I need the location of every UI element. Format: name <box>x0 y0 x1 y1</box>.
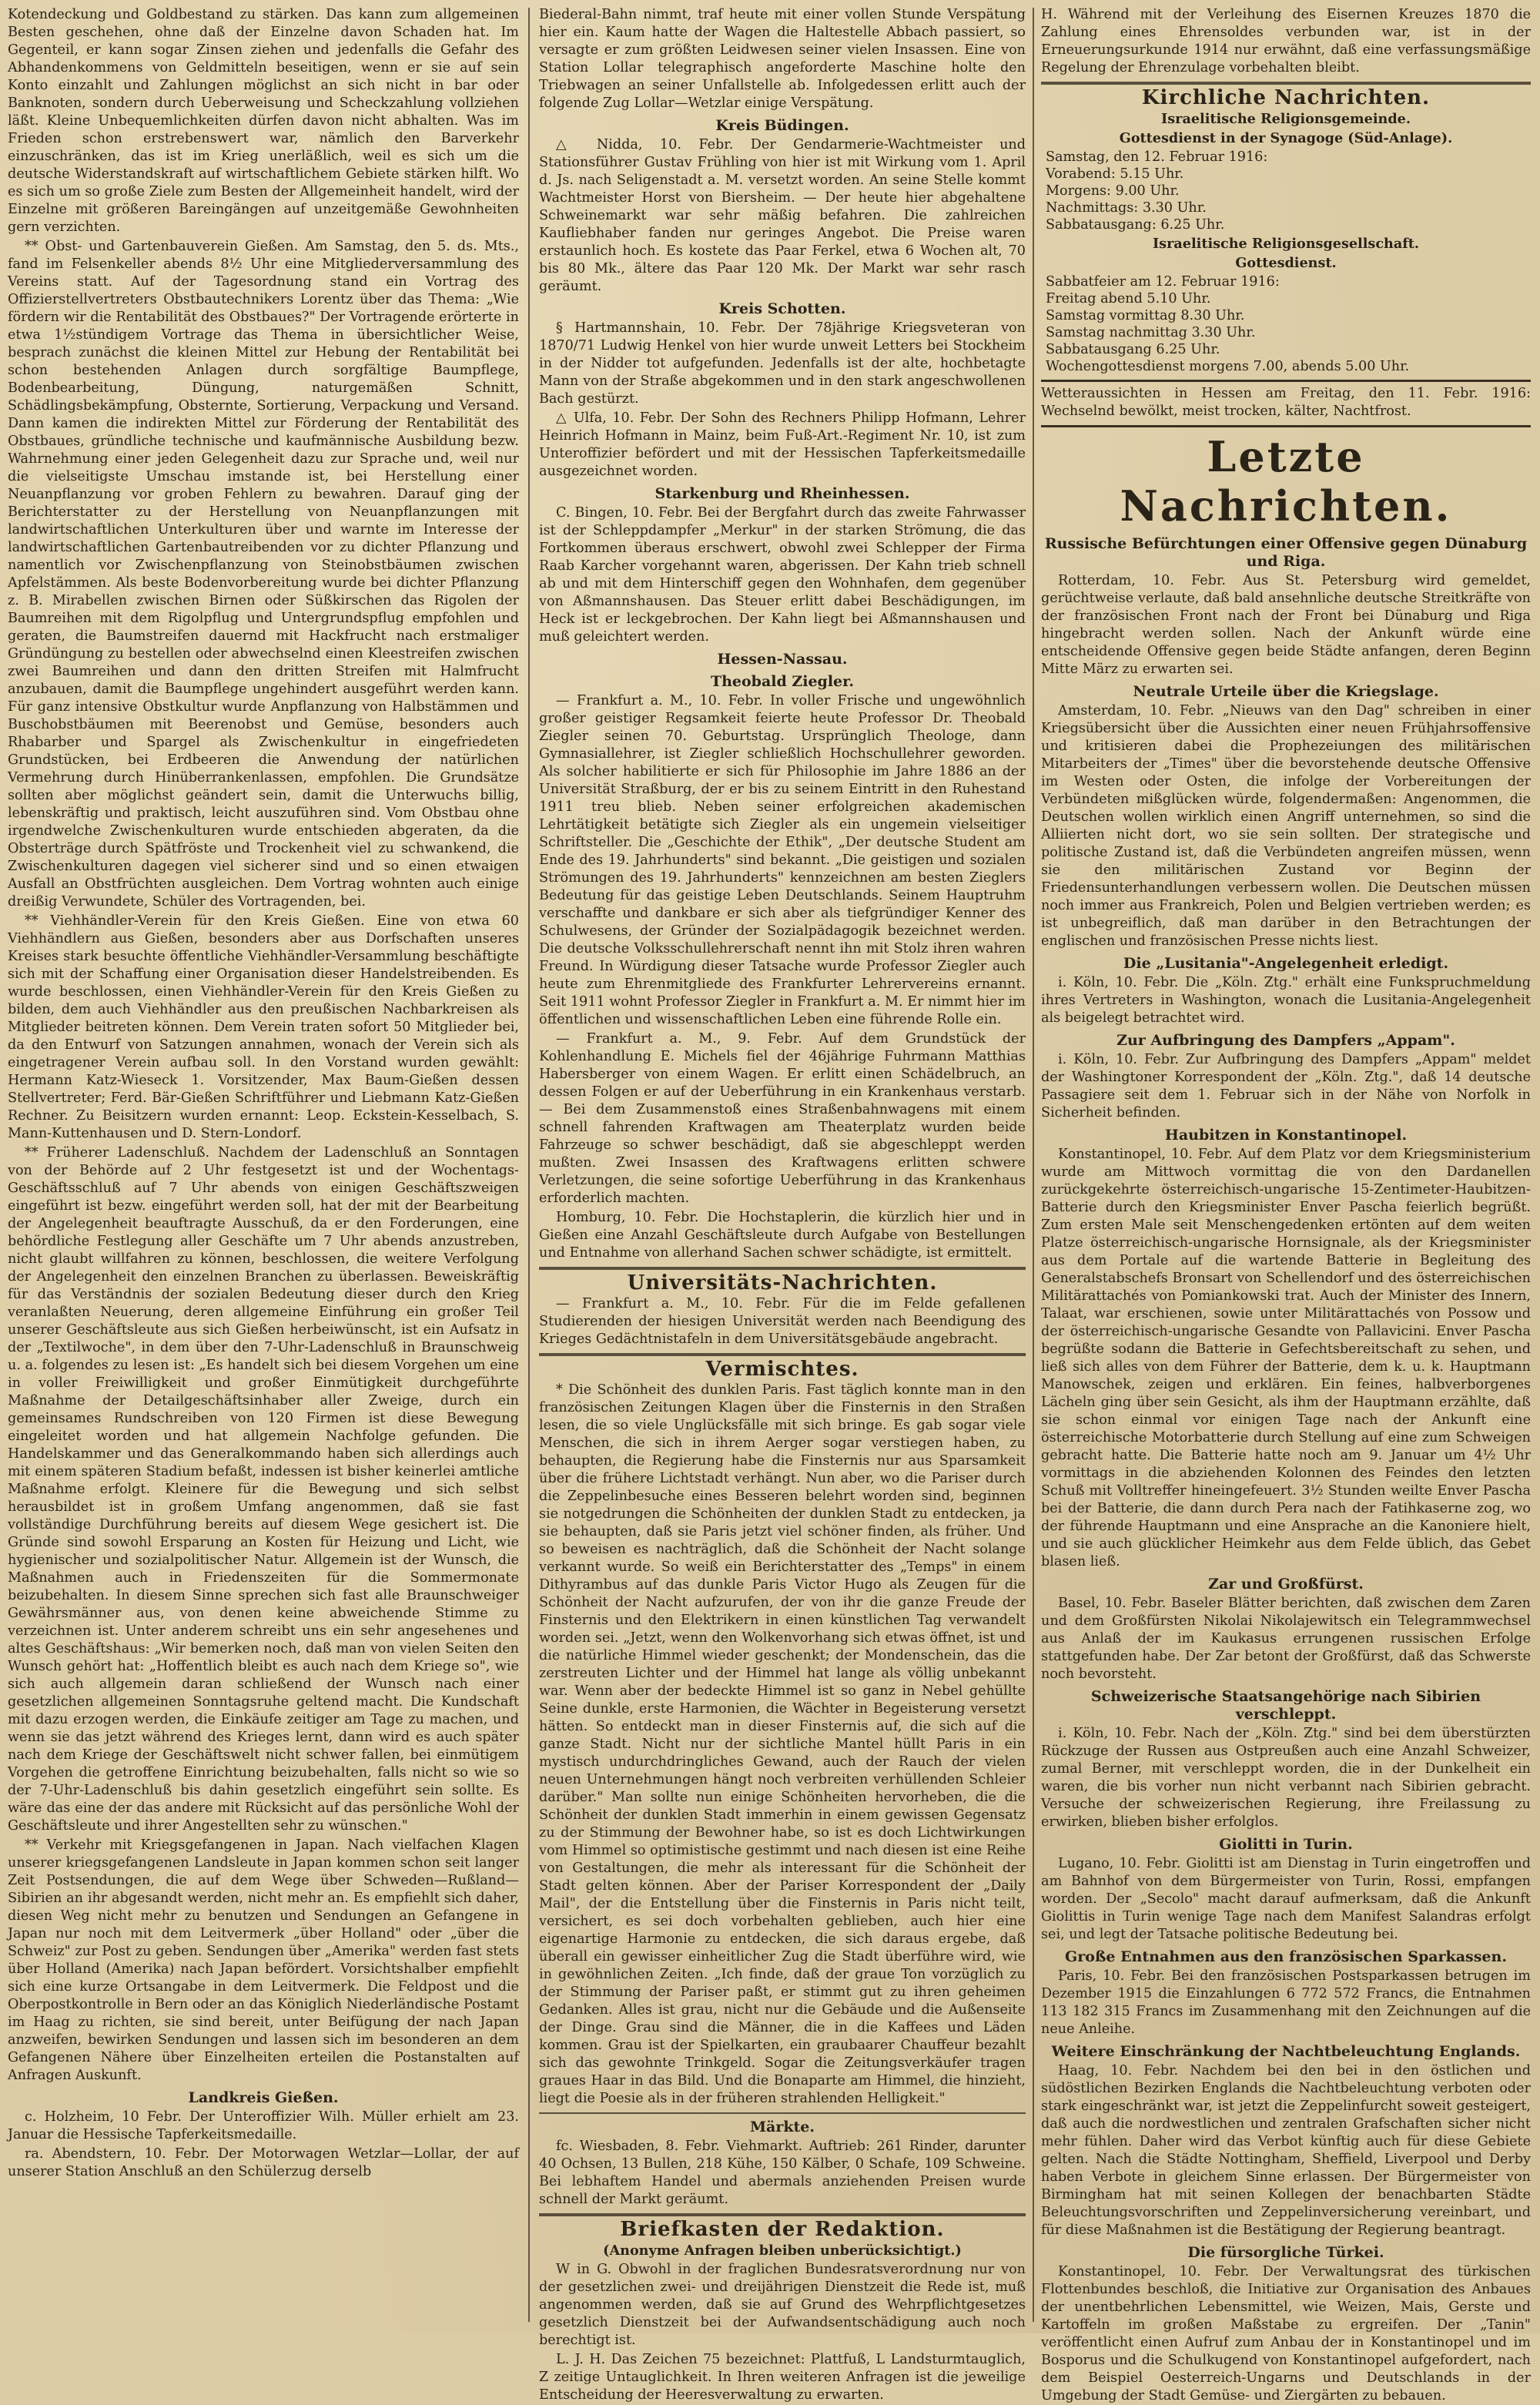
article-rotterdam: Rotterdam, 10. Febr. Aus St. Petersburg wird gemeldet, gerüchtweise verlaute, daß bald ansehnliche deutsche Streitkräfte von der französischen Front nach der Front bei Dünaburg und Riga hingebracht werden sollen. Nach der Ankunft würde eine entscheidende Offensive gegen beide Städte anfangen, deren Beginn Mitte März zu erwarten sei. <box>1041 573 1531 677</box>
subheading-schweizer: Schweizerische Staatsangehörige nach Sibirien verschleppt. <box>1090 1688 1481 1723</box>
article-hartmannshain: § Hartmannshain, 10. Febr. Der 78jährige Kriegsveteran von 1870/71 Ludwig Henkel von hier wurde unweit Letters bei Stockheim in der Nidder tot aufgefunden. Jedenfalls ist der alte, hochbetagte Mann von der Straße abgekommen und in den stark angeschwollenen Bach gestürzt. <box>539 320 1026 407</box>
service-schedule-2 <box>1041 273 1531 375</box>
section-heading-starkenburg: Starkenburg und Rheinhessen. <box>654 485 910 502</box>
article-frankfurt: — Frankfurt a. M., 9. Febr. Auf dem Grundstück der Kohlenhandlung E. Michels fiel der 46jährige Fuhrmann Matthias Habersberger von einem Wagen. Er erlitt einen Schädelbruch, an dessen Folgen er auf der Ueberführung in ein Krankenhaus verstarb. — Bei dem Zusammenstoß eines Straßenbahnwagens mit einem schnell fahrenden Kraftwagen am Theaterplatz wurden beide Fahrzeuge so schwer beschädigt, daß sie abgeschleppt werden mußten. Zwei Insassen des Kraftwagens erlitten schwere Verletzungen, die seine sofortige Ueberführung in das Krankenhaus erforderlich machten. <box>539 1031 1026 1206</box>
subheading-religionsgesellschaft: Israelitische Religionsgesellschaft. <box>1152 236 1420 252</box>
section-heading-landkreis: Landkreis Gießen. <box>188 2089 339 2106</box>
schedule-line: Sabbatausgang 6.25 Uhr. <box>1046 342 1220 357</box>
section-heading-kirchlich: Kirchliche Nachrichten. <box>1141 86 1431 109</box>
column-2 <box>539 6 1026 2403</box>
article-appam: i. Köln, 10. Febr. Zur Aufbringung des Dampfers „Appam" meldet der Washingtoner Korrespondent der „Köln. Ztg.", daß 14 deutsche Passagiere seit dem 1. Februar sich in der Nähe von Norfolk in Sicherheit befinden. <box>1041 1052 1531 1120</box>
column-rule <box>528 8 530 2322</box>
section-heading-letzte-nachrichten: Letzte Nachrichten. <box>1120 432 1452 531</box>
schedule-line: Freitag abend 5.10 Uhr. <box>1046 291 1211 306</box>
article-bingen: C. Bingen, 10. Febr. Bei der Bergfahrt durch das zweite Fahrwasser ist der Schleppdampfer „Merkur" in der starken Strömung, die das Fortkommen überaus erschwert, obwohl zwei Schlepper der Firma Raab Karcher vorgehannt waren, abgerissen. Der Kahn trieb schnell ab und mit dem Hinterschiff gegen den Wohnhafen, dem gegenüber von Aßmannshausen. Das Steuer erlitt dabei Beschädigungen, im Heck ist er leckgebrochen. Der Kahn liegt bei Aßmannshausen und muß geleichtert werden. <box>539 505 1026 645</box>
divider <box>539 1267 1026 1270</box>
divider <box>539 2213 1026 2216</box>
article-nidda: △ Nidda, 10. Febr. Der Gendarmerie-Wachtmeister und Stationsführer Gustav Frühling von hier ist mit Wirkung vom 1. April d. Js. nach Seligenstadt a. M. versetzt worden. An seine Stelle kommt Wachtmeister Horst von Biersheim. — Der heute hier abgehaltene Schweinemarkt war sehr mäßig befahren. Die zahlreichen Kaufliebhaber fanden nur geringes Angebot. Die Preise waren erstaunlich hoch. Es kostete das Paar Ferkel, etwa 6 Wochen alt, 70 bis 80 Mk., ältere das Paar 120 Mk. Der Markt war sehr rasch geräumt. <box>539 137 1026 294</box>
schedule-line: Morgens: 9.00 Uhr. <box>1046 183 1180 199</box>
article-holzheim: c. Holzheim, 10 Febr. Der Unteroffizier Wilh. Müller erhielt am 23. Januar die Hessische Tapferkeitsmedaille. <box>8 2109 519 2142</box>
article-konstantinopel: Konstantinopel, 10. Febr. Auf dem Platz vor dem Kriegsministerium wurde am Mittwoch vormittag die von den Dardanellen zurückgekehrte österreichisch-ungarische 15-Zentimeter-Haubitzen-Batterie durch den Kriegsminister Enver Pascha feierlich begrüßt. Zum ersten Male seit Menschengedenken ertönten auf dem weiten Platze österreichisch-ungarische Hornsignale, als der Kriegsminister aus dem Portale auf die wartende Batterie in Begleitung des Generalstabschefs Bronsart von Schellendorf und des österreichischen Militärattachés von Pomiankowski trat. Auch der Minister des Innern, Talaat, war erschienen, sowie unter Militärattachés von Possow und der österreichisch-ungarische Gesandte von Pallavicini. Enver Pascha begrüßte sodann die Batterie in Gefechtsbereitschaft zu sehen, und ließ sich alles von dem Führer der Batterie, dem k. u. k. Hauptmann Manowschek, zeigen und erklären. Ein feines, halbverborgenes Lächeln ging über sein Gesicht, als ihm der Hauptmann erzählte, daß sie schon einmal vor einigen Tage nach der Ankunft eine österreichische Motorbatterie durch Stellung auf eine zum Schweigen gebracht hatte. Die Batterie hatte noch am 9. Januar um 4½ Uhr vormittags in die abziehenden Kolonnen des Feindes den letzten Schuß mit Volltreffer hineingefeuert. 3½ Stunden weilte Enver Pascha bei der Batterie, die dann durch Pera nach der Fatihkaserne zog, wo der führende Hauptmann und eine Ansprache an die Kanoniere hielt, und sie auch glücklicher Heimkehr aus dem Felde üblich, das Gebet blasen ließ. <box>1041 1147 1531 1569</box>
article-abendstern: ra. Abendstern, 10. Febr. Der Motorwagen Wetzlar—Lollar, der auf unserer Station Anschluß an den Schülerzug derselb <box>8 2146 519 2179</box>
schedule-line: Sabbatfeier am 12. Februar 1916: <box>1046 274 1280 290</box>
briefkasten-note: (Anonyme Anfragen bleiben unberücksichtigt.) <box>603 2243 962 2259</box>
article-basel: Basel, 10. Febr. Baseler Blätter berichten, daß zwischen dem Zaren und dem Großfürsten Nikolai Nikolajewitsch ein Telegrammwechsel aus Anlaß der im Kaukasus errungenen russischen Erfolge stattgefunden habe. Der Zar betont der Großfürst, daß das Schwerste noch bevorsteht. <box>1041 1596 1531 1682</box>
subheading-religionsgemeinde: Israelitische Religionsgemeinde. <box>1161 111 1411 127</box>
article-kriegsgefangene-japan: ** Verkehr mit Kriegsgefangenen in Japan. Nach vielfachen Klagen unserer kriegsgefangenen Landsleute in Japan kommen schon seit langer Zeit Postsendungen, die auf dem Wege über Schweden—Rußland—Sibirien an ihr abgesandt werden, nicht mehr an. Es empfiehlt sich daher, diesen Weg nicht mehr zu benutzen und Sendungen an Gefangene in Japan nur noch mit dem Leitvermerk „über Holland" oder „über die Schweiz" zur Post zu geben. Sendungen über „Amerika" werden fast stets über Holland (Amerika) nach Japan befördert. Vorsichtshalber empfiehlt sich eine kurze Ortsangabe in dem Leitvermerk. Die Feldpost und die Oberpostkontrolle in Bern oder an das Königlich Niederländische Postamt im Haag zu richten, sie sind bereit, unter Beifügung der nach Japan anzweifen, bewirken Sendungen und lassen sich im besonderen an dem Gefangenen Nähere über Einzelheiten erteilen die Postanstalten auf Anfragen Auskunft. <box>8 1837 519 2083</box>
article-ladenschluss: ** Früherer Ladenschluß. Nachdem der Ladenschluß an Sonntagen von der Behörde auf 2 Uhr festgesetzt ist und der Wochentags-Geschäftsschluß auf 7 Uhr abends von einigen Geschäftszweigen eingeführt ist bezw. eingeführt werden soll, hat der mit der Bearbeitung der Angelegenheit beauftragte Ausschuß, da er den Forderungen, eine behördliche Festlegung aller Geschäfte um 7 Uhr abends anzustreben, nicht glaubt willfahren zu können, beschlossen, die weitere Verfolgung der Angelegenheit den einzelnen Branchen zu überlassen. Beweiskräftig für das Verständnis der sozialen Bedeutung dieser durch den Krieg veranlaßten Neuerung, deren allgemeine Einführung ein großer Teil unserer Geschäftsleute aus sich Gießen herbeiwünscht, ist ein Aufsatz in der „Textilwoche", in dem über den 7-Uhr-Ladenschluß in Braunschweig u. a. folgendes zu lesen ist: „Es handelt sich bei diesem Vorgehen um eine in voller Freiwilligkeit und großer Einmütigkeit durchgeführte Maßnahme der Detailgeschäftsinhaber aller Zweige, durch ein gemeinsames Rundschreiben von 120 Firmen ist diese Bewegung eingeleitet worden und hat allgemein Nachfolge gefunden. Die Handelskammer und das Generalkommando haben sich allerdings auch mit einem späteren Stadium befaßt, indessen ist bisher keinerlei amtliche Maßnahme erfolgt. Kleinere für die Bewegung und sich selbst herausbildet ist in großem Umfang angenommen, daß sie fast vollständige Durchführung bereits auf diesem Wege gesichert ist. Die Gründe sind sowohl Ersparung an Kosten für Heizung und Licht, wie hygienischer und sozialpolitischer Natur. Allgemein ist der Wunsch, die Maßnahmen auch in Friedenszeiten für die Sommermonate beizubehalten. In diesem Sinne sprechen sich fast alle Braunschweiger Gewährsmänner aus, von denen keine abweichende Stimme zu verzeichnen ist. Unter anderem schreibt uns ein sehr angesehenes und altes Geschäftshaus: „Wir bemerken noch, daß man von vielen Seiten den Wunsch gehört hat: „Hoffentlich bleibt es auch nach dem Kriege so", wie sich auch allgemein daran schließend der Wunsch nach einer gesetzlichen allgemeinen Sonntagsruhe geltend macht. Die Kundschaft mit dazu erzogen werden, die Einkäufe zeitiger am Tage zu machen, und wenn sie das jetzt während des Krieges lernt, dann wird es auch später nach dem Kriege der Geschäftswelt nicht schwer fallen, bei einmütigem Vorgehen die getroffene Einrichtung beizubehalten, falls nicht so wie so der 7-Uhr-Ladenschluß bis dahin gesetzlich eingeführt sein sollte. Es wäre das eine der das andere mit Rücksicht auf das persönliche Wohl der Geschäftsleute und ihrer Angestellten sehr zu wünschen." <box>8 1145 519 1834</box>
column-rule <box>1033 8 1034 2322</box>
subheading-nachtbeleuchtung: Weitere Einschränkung der Nachtbeleuchtung Englands. <box>1051 2043 1521 2060</box>
section-heading-vermischtes: Vermischtes. <box>705 1358 859 1381</box>
divider <box>539 2112 1026 2114</box>
article-ulfa: △ Ulfa, 10. Febr. Der Sohn des Rechners Philipp Hofmann, Lehrer Heinrich Hofmann in Mainz, beim Fuß-Art.-Regiment Nr. 10, ist zum Unteroffizier befördert und mit der Hessischen Tapferkeitsmedaille ausgezeichnet worden. <box>539 410 1026 479</box>
section-heading-maerkte: Märkte. <box>750 2119 815 2135</box>
subheading-ziegler: Theobald Ziegler. <box>710 673 855 690</box>
article-tuerkei: Konstantinopel, 10. Febr. Der Verwaltungsrat des türkischen Flottenbundes beschloß, die Initiative zur Organisation des Anbaues der unentbehrlichen Lebensmittel, wie Weizen, Mais, Gerste und Kartoffeln im großen Maßstabe zu ergreifen. Der „Tanin" veröffentlicht einen Aufruf zum Anbau der in Konstantinopel und im Bosporus und die Schulkugend von Konstantinopel aufgefordert, nach dem Beispiel Oesterreich-Ungarns und Deutschlands in der Umgebung der Stadt Gemüse- und Ziergärten zu bebauen. <box>1041 2264 1531 2403</box>
schedule-line: Nachmittags: 3.30 Uhr. <box>1046 200 1207 216</box>
subheading-haubitzen: Haubitzen in Konstantinopel. <box>1164 1127 1408 1144</box>
article-giolitti: Lugano, 10. Febr. Giolitti ist am Dienstag in Turin eingetroffen und am Bahnhof von dem Bürgermeister von Turin, Rossi, empfangen worden. Der „Secolo" macht darauf aufmerksam, daß die Ankunft Giolittis in Turin wenige Tage nach dem Manifest Salandras erfolgt sei, und legt der Tatsache politische Bedeutung bei. <box>1041 1856 1531 1942</box>
weather-box <box>1041 380 1531 427</box>
article-haag: Haag, 10. Febr. Nachdem bei den bei in den östlichen und südöstlichen Bezirken Englands die Nachtbeleuchtung verboten oder stark eingeschränkt war, ist jetzt die Zeppelinfurcht soweit gesteigert, daß auch die nordwestlichen und zentralen Grafschaften sicher nicht mehr fühlen. Daher wird das Verbot künftig auch für diese Gebiete gelten. Nach die Städte Nottingham, Sheffield, Liverpool und Derby haben Verbote in gleichem Sinne erlassen. Der Bürgermeister von Birmingham hat mit seinen Kollegen der benachbarten Städte Beleuchtungsvorschriften und Zeppelinversicherung vereinbart, und für diese Maßnahmen ist die Bestätigung der Regierung beantragt. <box>1041 2063 1531 2238</box>
article-wiesbaden: fc. Wiesbaden, 8. Febr. Viehmarkt. Auftrieb: 261 Rinder, darunter 40 Ochsen, 13 Bullen, 218 Kühe, 150 Kälber, 0 Schafe, 109 Schweine. Bei lebhaftem Handel und abermals anziehenden Preisen wurde schnell der Markt geräumt. <box>539 2139 1026 2207</box>
schedule-line: Vorabend: 5.15 Uhr. <box>1046 166 1184 182</box>
weather-forecast: Wetteraussichten in Hessen am Freitag, den 11. Febr. 1916: Wechselnd bewölkt, meist trocken, kälter, Nachtfrost. <box>1041 386 1531 419</box>
subheading-russische: Russische Befürchtungen einer Offensive gegen Dünaburg und Riga. <box>1044 535 1528 570</box>
subheading-lusitania: Die „Lusitania"-Angelegenheit erledigt. <box>1123 955 1449 972</box>
subheading-synagoge: Gottesdienst in der Synagoge (Süd-Anlage). <box>1119 130 1453 146</box>
schedule-line: Samstag vormittag 8.30 Uhr. <box>1046 308 1245 323</box>
schedule-line: Samstag, den 12. Februar 1916: <box>1046 149 1268 165</box>
section-heading-hessen-nassau: Hessen-Nassau. <box>717 651 848 668</box>
subheading-appam: Zur Aufbringung des Dampfers „Appam". <box>1116 1032 1455 1049</box>
article-paragraph: Biederal-Bahn nimmt, traf heute mit einer vollen Stunde Verspätung hier ein. Kaum hatte der Wagen die Haltestelle Abbach passiert, so versagte er zum größten Leidwesen seiner vielen Insassen. Eine von Station Lollar telegraphisch angeforderte Maschine holte den Triebwagen an seiner Unfallstelle ab. Infolgedessen erlitt auch der folgende Zug Lollar—Wetzlar einige Verspätung. <box>539 7 1026 111</box>
section-heading-budingen: Kreis Büdingen. <box>715 117 849 134</box>
subheading-tuerkei: Die fürsorgliche Türkei. <box>1187 2244 1384 2261</box>
article-ziegler: — Frankfurt a. M., 10. Febr. In voller Frische und ungewöhnlich großer geistiger Regsamkeit feierte heute Professor Dr. Theobald Ziegler seinen 70. Geburtstag. Ursprünglich Theologe, dann Gymnasiallehrer, ist Ziegler schließlich Hochschullehrer geworden. Als solcher habilitierte er sich für Philosophie im Jahre 1886 an der Universität Straßburg, der er bis zu seinem Eintritt in den Ruhestand 1911 treu blieb. Neben seiner erfolgreichen akademischen Lehrtätigkeit betätigte sich Ziegler als ein ungemein vielseitiger Schriftsteller. Die „Geschichte der Ethik", „Der deutsche Student am Ende des 19. Jahrhunderts" sind bekannt. „Die geistigen und sozialen Strömungen des 19. Jahrhunderts" kennzeichnen am besten Zieglers Bedeutung für das geistige Leben Deutschlands. Seinem Hauptruhm verschaffte und dankbare er sich aber als tiefgründiger Kenner des Schulwesens, der Gründer der Sozialpädagogik bezeichnet werden. Die deutsche Volksschullehrerschaft nennt ihn mit Stolz ihren wahren Freund. In Würdigung dieser Tatsache wurde Professor Ziegler auch heute zum Ehrenmitgliede des Frankfurter Lehrervereins ernannt. Seit 1911 wohnt Professor Ziegler in Frankfurt a. M. Er nimmt hier im öffentlichen und wissenschaftlichen Leben eine führende Rolle ein. <box>539 693 1026 1027</box>
article-schweizer: i. Köln, 10. Febr. Nach der „Köln. Ztg." sind bei dem überstürzten Rückzuge der Russen aus Ostpreußen auch eine Anzahl Schweizer, zumal Berner, mit verschleppt worden, die in der Dunkelheit ein waren, die bis vorher nun nicht verbannt nach Sibirien gebracht. Versuche der schweizerischen Regierung, ihre Freilassung zu erwirken, blieben bisher erfolglos. <box>1041 1726 1531 1830</box>
article-obstbau: ** Obst- und Gartenbauverein Gießen. Am Samstag, den 5. ds. Mts., fand im Felsenkeller abends 8½ Uhr eine Mitgliederversammlung des Vereins statt. Auf der Tagesordnung stand ein Vortrag des Offizierstellvertreters Obstbautechnikers Lorentz über das Thema: „Wie fördern wir die Rentabilität des Obstbaues?" Der Vortragende erörterte in etwa 1½stündigem Vortrage das Thema in übersichtlicher Weise, besprach zunächst die kleinen Mittel zur Hebung der Rentabilität bei schon bestehenden Anlagen durch sorgfältige Baumpflege, Bodenbearbeitung, Düngung, naturgemäßen Schnitt, Schädlingsbekämpfung, Obsternte, Sortierung, Verpackung und Versand. Dann kamen die indirekten Mittel zur Förderung der Rentabilität des Obstbaues, gründliche technische und kaufmännische Ausbildung bezw. Wahrnehmung einer jeden Gelegenheit dazu zur Sprache und, weil nur die vielseitigste Umschau imstande ist, bei Herstellung einer Neuanpflanzung vor groben Fehlern zu bewahren. Darauf ging der Berichterstatter zu der Herstellung von Neuanpflanzungen mit landwirtschaftlichen Unterkulturen über und warnte im Interesse der landwirtschaftlichen Gartenbautreibenden vor zu dichter Pflanzung und namentlich vor Zwischenpflanzung von Steinobstbäumen zwischen Apfelstämmen. Als beste Bodenvorbereitung wurde bei dichter Pflanzung z. B. Mirabellen zwischen Birnen oder Süßkirschen das Rigolen der Baumreihen mit dem Rigolpflug und Untergrundspflug empfohlen und geraten, die Baumstreifen dauernd mit Hackfrucht nach erstmaliger Gründüngung zu bestellen oder abwechselnd einen Kleestreifen zwischen zwei Baumreihen und dann den dritten Streifen mit Halmfrucht anzubauen, damit die Baumpflege ungehindert ausgeführt werden kann. Für ganz intensive Obstkultur wurde Anpflanzung von Halbstämmen und Buschobstbäumen mit Beerenobst und Gemüse, besonders auch Rhabarber und Spargel als Zwischenkultur in eingefriedeten Grundstücken, bei Erdbeeren die Anwendung der natürlichen Vermehrung durch Hinüberrankenlassen, empfohlen. Die Grundsätze sollten aber möglichst geändert sein, damit die Unterwuchs billig, lebenskräftig und praktisch, leicht auszuführen sind. Vom Obstbau ohne irgendwelche Zwischenkulturen wurde entschieden abgeraten, da die Obsterträge durch Spätfröste und Trockenheit viel zu schwankend, die Zwischenkulturen dagegen viel sicherer sind und so einen etwaigen Ausfall an Obstfrüchten ausgleichen. Dem Vortrag wohnten auch einige dreißig Verwundete, Schüler des Vortragenden, bei. <box>8 239 519 909</box>
briefkasten-answer: W in G. Obwohl in der fraglichen Bundesratsverordnung nur von der gesetzlichen zwei- und dreijährigen Dienstzeit die Rede ist, muß angenommen werden, daß sie auf Grund des Wehrpflichtgesetzes gesetzlich Dienstzeit bei der Aufwandsentschädigung auch noch berechtigt ist. <box>539 2262 1026 2348</box>
column-1 <box>8 6 519 2324</box>
briefkasten-answer: L. J. H. Das Zeichen 75 bezeichnet: Plattfuß, L Landsturmtauglich, Z zeitige Untauglichkeit. In Ihren weiteren Anfragen ist die jeweilige Entscheidung der Heeresverwaltung zu erwarten. <box>539 2352 1026 2403</box>
article-amsterdam: Amsterdam, 10. Febr. „Nieuws van den Dag" schreiben in einer Kriegsübersicht über die Aussichten einer neuen Frühjahrsoffensive und kritisieren dabei die Prophezeiungen des militärischen Mitarbeiters der „Times" über die bevorstehende deutsche Offensive im Westen oder Osten, die infolge der Vorbereitungen der Verbündeten mißglücken würde, folgendermaßen: Angenommen, die Deutschen wollen wirklich einen Angriff unternehmen, so sind die Alliierten nicht dort, wo sie sein sollten. Der strategische und politische Zustand ist, daß die Verbündeten angreifen müssen, wenn sie den militärischen Zustand vor Beginn der Friedensunterhandlungen verbessern wollen. Die Deutschen müssen noch immer aus Frankreich, Polen und Belgien vertrieben werden; es ist unbegreiflich, daß man darüber in den Betrachtungen der englischen und französischen Presse nichts liest. <box>1041 703 1531 949</box>
subheading-giolitti: Giolitti in Turin. <box>1219 1836 1353 1853</box>
subheading-neutrale: Neutrale Urteile über die Kriegslage. <box>1133 683 1439 700</box>
column-3 <box>1041 6 1531 2403</box>
schedule-line: Sabbatausgang: 6.25 Uhr. <box>1046 217 1225 233</box>
article-viehhaendler: ** Viehhändler-Verein für den Kreis Gießen. Eine von etwa 60 Viehhändlern aus Gießen, besonders aber aus Dorfschaften unseres Kreises stark besuchte öffentliche Viehhändler-Versammlung beschäftigte sich mit der Schaffung einer Organisation dieser Handelstreibenden. Es wurde beschlossen, einen Viehhändler-Verein für den Kreis Gießen zu bilden, dem auch Viehhändler aus den preußischen Nachbarkreisen als Mitglieder beitreten können. Dem Verein traten sofort 50 Mitglieder bei, da den Entwurf von Satzungen annahmen, wonach der Verein sich als eingetragener Verein aufbau soll. In den Vorstand wurden gewählt: Hermann Katz-Wieseck 1. Vorsitzender, Max Baum-Gießen dessen Stellvertreter; Ferd. Bär-Gießen Schriftführer und Liebmann Katz-Gießen Rechner. Zu Beisitzern wurden ernannt: Leop. Eckstein-Kesselbach, S. Mann-Kuttenhausen und D. Stern-Londorf. <box>8 913 519 1141</box>
article-homburg: Homburg, 10. Febr. Die Hochstaplerin, die kürzlich hier und in Gießen eine Anzahl Geschäftsleute durch Aufgabe von Bestellungen und Entnahme von allerhand Sachen schwer schädigte, ist ermittelt. <box>539 1210 1026 1261</box>
article-universitaet: — Frankfurt a. M., 10. Febr. Für die im Felde gefallenen Studierenden der hiesigen Universität werden nach Beendigung des Krieges Gedächtnistafeln in dem Universitätsgebäude angebracht. <box>539 1296 1026 1347</box>
section-heading-briefkasten: Briefkasten der Redaktion. <box>620 2218 945 2241</box>
article-sparkassen: Paris, 10. Febr. Bei den französischen Postsparkassen betrugen im Dezember 1915 die Einzahlungen 6 772 572 Francs, die Entnahmen 113 182 315 Francs im Zusammenhang mit den Zeichnungen auf die neue Anleihe. <box>1041 1968 1531 2037</box>
service-schedule-1 <box>1041 149 1531 233</box>
subheading-zar: Zar und Großfürst. <box>1208 1576 1364 1593</box>
divider <box>539 1353 1026 1356</box>
article-paris: * Die Schönheit des dunklen Paris. Fast täglich konnte man in den französischen Zeitungen Klagen über die Finsternis in den Straßen lesen, die so viele Unglücksfälle mit sich bringe. Es gab sogar viele Menschen, die sich in ihrem Aerger sogar verstiegen haben, zu behaupten, die Regierung habe die Finsternis nur aus Sparsamkeit über die frühere Lichtstadt verhängt. Nun aber, wo die Pariser durch die Zeppelinbesuche eines Besseren belehrt worden sind, beginnen sie notgedrungen die Schönheiten der dunklen Stadt zu entdecken, ja sie behaupten, daß sie Paris jetzt viel schöner finden, als früher. Und so beweisen es nachträglich, daß die Schönheit der Nacht solange verkannt wurde. So weiß ein Berichterstatter des „Temps" in einem Dithyrambus auf das dunkle Paris Victor Hugo als Zeugen für die Schönheit der Nacht aufzurufen, der von ihr die ganze Freude der Finsternis und den Elektrikern in einen künstlichen Tag verwandelt worden sei. „Jetzt, wenn den Wolkenvorhang sich etwas öffnet, ist und die natürliche Himmel wieder geschenkt; der Mondenschein, das die zerstreuten Lichter und der Himmel hat lange als völlig unbekannt war. Wenn aber der bedeckte Himmel ist so ganz in Nebel gehüllte Seine dunkle, erste Harmonien, die Wächter in Begeisterung versetzt hätten. So entdeckt man in dieser Finsternis auf, die sich auf die ganze Stadt. Nicht nur der sichtliche Mantel hüllt Paris in ein mystisch undurchdringliches Gewand, auch der Rauch der vielen neuen Unternehmungen hängt noch verbreiten verhüllenden Schleier darüber." Man sollte nun einige Schönheiten hervorheben, die die Schönheit der dunklen Stadt immerhin in einem gewissen Gegensatz zu der Stimmung der Bewohner habe, so ist es doch Lichtwirkungen vom Himmel so optimistische gestimmt und nach diesen ist eine Reihe von Gestaltungen, die mehr als interessant für die Schönheit der Stadt gelten können. Aber der Pariser Korrespondent der „Daily Mail", der die Entstellung über die Finsternis in Paris nicht teilt, versichert, es sei doch vorbehalten geblieben, auch hier eine eigenartige Harmonie zu entdecken, die sich daraus ergebe, daß überall ein gewisser einheitlicher Zug die Stadt überführe wird, wie in gewöhnlichen Zeiten. „Ich finde, daß der graue Ton vorzüglich zu der Stimmung der Pariser paßt, er stimmt gut zu ihren geheimen Gedanken. Alles ist grau, nicht nur die Gebäude und die Außenseite der Dinge. Grau sind die Männer, die in die Kaffees und Läden kommen. Grau ist der Spielkarten, ein graubaarer Chauffeur bezahlt sich das gewohnte Trinkgeld. Sogar die Zeitungsverkäufer tragen graues Haar in das Bild. Und die Bonaparte am Himmel, die hinzieht, liegt die Poesie als in der früheren strahlenden Helligkeit." <box>539 1382 1026 2106</box>
schedule-line: Samstag nachmittag 3.30 Uhr. <box>1046 325 1256 340</box>
subheading-sparkassen: Große Entnahmen aus den französischen Sparkassen. <box>1065 1948 1507 1965</box>
section-heading-universitaet: Universitäts-Nachrichten. <box>627 1271 938 1295</box>
schedule-line: Wochengottesdienst morgens 7.00, abends 5.00 Uhr. <box>1046 359 1410 374</box>
section-heading-schotten: Kreis Schotten. <box>718 300 846 317</box>
article-eisernes-kreuz: H. Während mit der Verleihung des Eisernen Kreuzes 1870 die Zahlung eines Ehrensoldes verbunden war, ist in der Erneuerungsurkunde 1914 nur erwähnt, daß eine verfassungsmäßige Regelung der Ehrenzulage vorbehalten bleibt. <box>1041 7 1531 75</box>
article-paragraph: Kotendeckung und Goldbestand zu stärken. Das kann zum allgemeinen Besten geschehen, ohne daß der Einzelne davon Schaden hat. Im Gegenteil, er kann sogar Zinsen ziehen und jedenfalls die Gefahr des Abhandenkommens von Geldmitteln beseitigen, wenn er sie auf sein Konto einzahlt und Zahlungen möglichst an sich nicht in bar oder Banknoten, sondern durch Ueberweisung und Scheckzahlung vollziehen läßt. Kleine Unbequemlichkeiten dürfen davon nicht abhalten. Was im Frieden schon erstrebenswert war, nämlich den Barverkehr einzuschränken, das ist im Krieg unerläßlich, weil es sich um die deutsche Widerstandskraft auf wirtschaftlichem Gebiete stärken hilft. Wo es sich um so große Ziele zum Besten der Allgemeinheit handelt, wird der Einzelne mit größeren Bareingängen auf unzeitgemäße Gewohnheiten gern verzichten. <box>8 7 519 235</box>
divider <box>1041 82 1531 85</box>
subheading-gottesdienst: Gottesdienst. <box>1235 255 1337 271</box>
article-lusitania: i. Köln, 10. Febr. Die „Köln. Ztg." erhält eine Funkspruchmeldung ihres Vertreters in Washington, wonach die Lusitania-Angelegenheit als beigelegt betrachtet wird. <box>1041 975 1531 1026</box>
